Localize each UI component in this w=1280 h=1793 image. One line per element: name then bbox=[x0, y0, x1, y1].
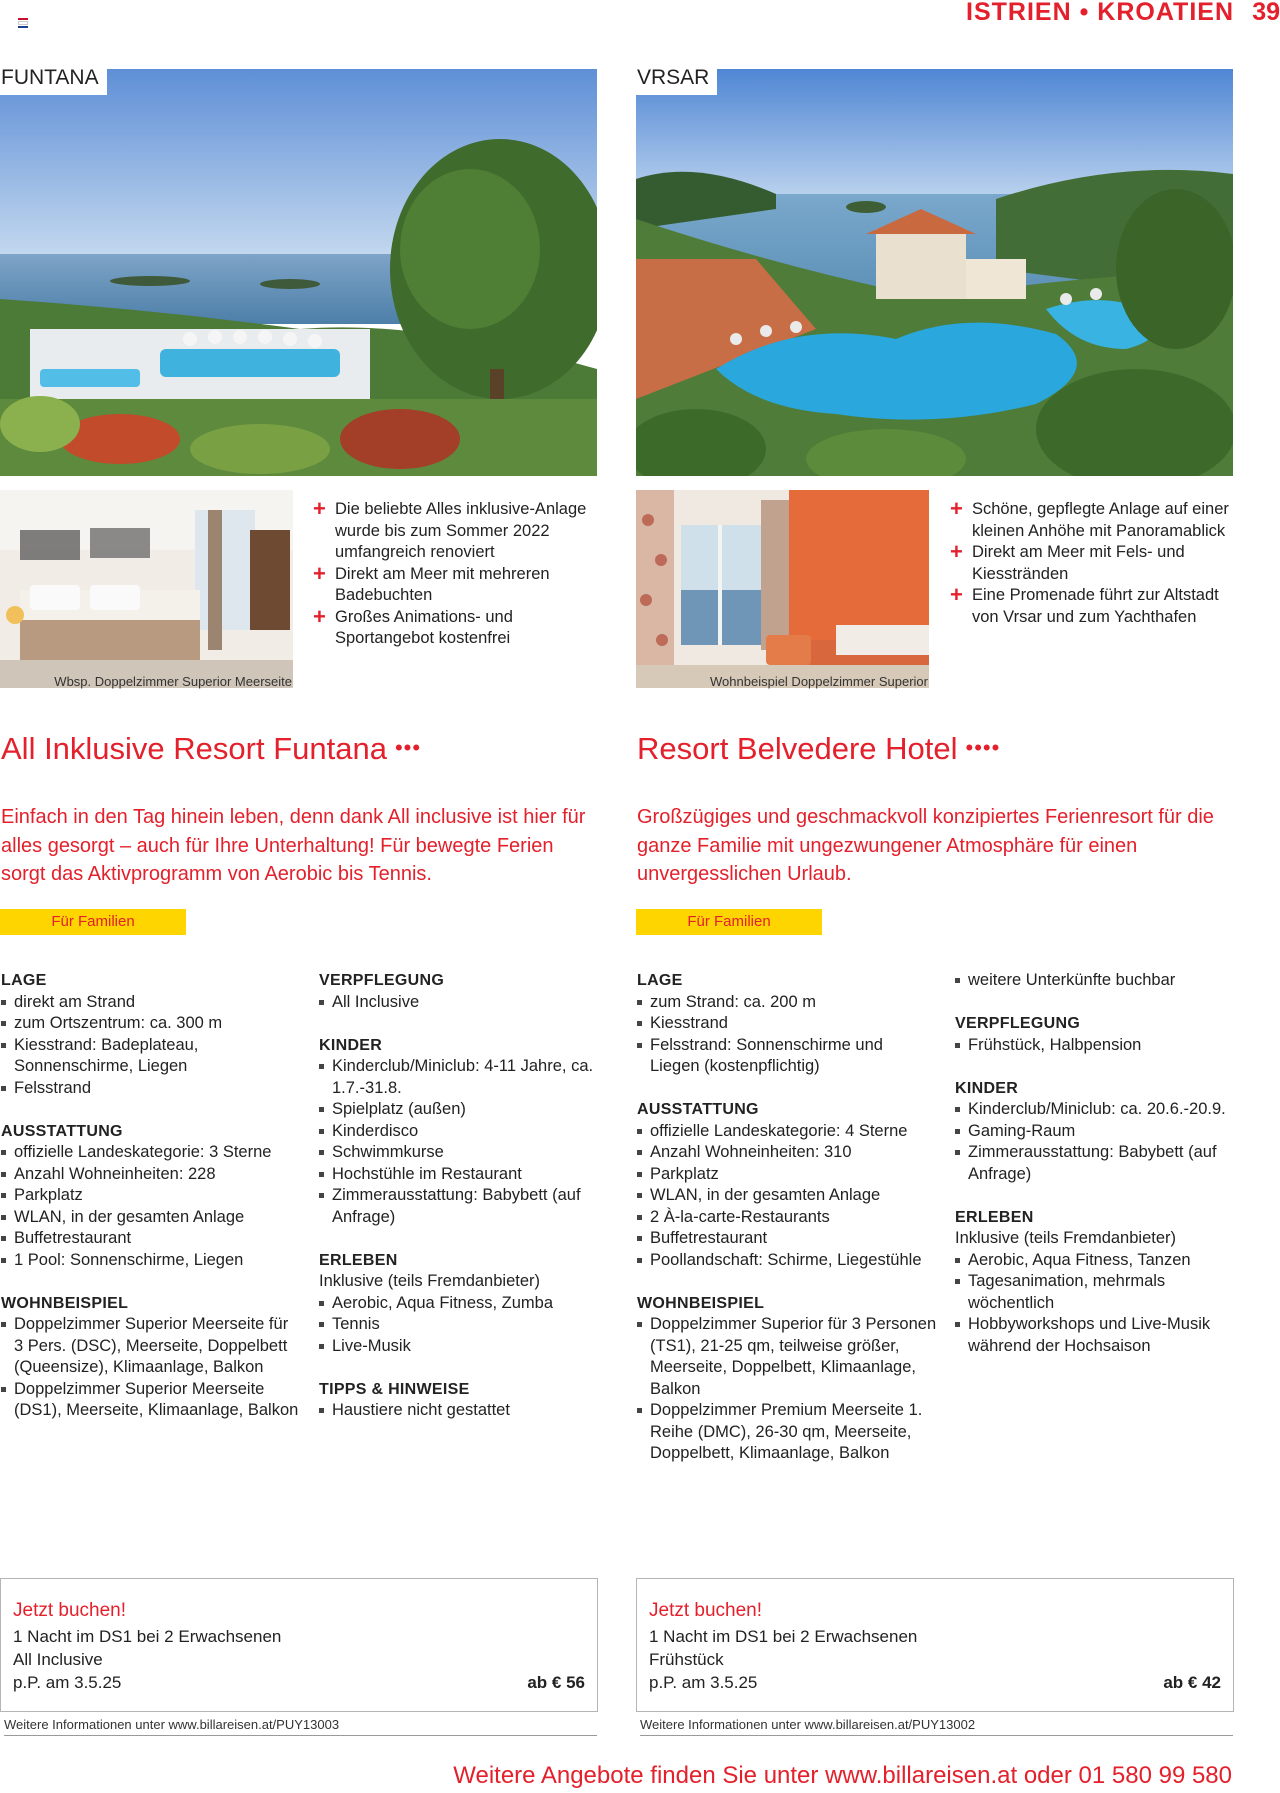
place-label: VRSAR bbox=[636, 63, 717, 95]
feature-item: + Schöne, gepflegte Anlage auf einer kleinen Anhöhe mit Panoramablick bbox=[950, 496, 1229, 540]
list-item: Kinderclub/Miniclub: ca. 20.6.-20.9. bbox=[955, 1099, 1245, 1121]
list-item: Spielplatz (außen) bbox=[319, 1099, 609, 1121]
plus-icon: + bbox=[313, 560, 326, 586]
room-photo bbox=[636, 490, 929, 688]
booking-price: ab € 56 bbox=[527, 1673, 585, 1692]
section-heading: AUSSTATTUNG bbox=[1, 1122, 123, 1140]
section-intro: Inklusive (teils Fremdanbieter) bbox=[955, 1229, 1176, 1247]
feature-item: + Direkt am Meer mit Fels- und Kiesstränden bbox=[950, 539, 1185, 583]
list-item: Tennis bbox=[319, 1314, 609, 1336]
list-item: Poollandschaft: Schirme, Liegestühle bbox=[637, 1250, 937, 1272]
list-item: Zimmerausstattung: Babybett (auf Anfrage) bbox=[319, 1185, 609, 1228]
list-item: Buffetrestaurant bbox=[637, 1228, 937, 1250]
flag-icon bbox=[18, 18, 28, 25]
booking-line: p.P. am 3.5.25 bbox=[13, 1673, 122, 1692]
info-link[interactable]: Weitere Informationen unter www.billareisen.at/PUY13002 bbox=[640, 1717, 1233, 1736]
section-intro: Inklusive (teils Fremdanbieter) bbox=[319, 1272, 540, 1290]
list-item: WLAN, in der gesamten Anlage bbox=[637, 1185, 937, 1207]
list-item: zum Strand: ca. 200 m bbox=[637, 992, 937, 1014]
list-item: offizielle Landeskategorie: 4 Sterne bbox=[637, 1121, 937, 1143]
plus-icon: + bbox=[950, 582, 963, 607]
list-item: offizielle Landeskategorie: 3 Sterne bbox=[1, 1142, 301, 1164]
feature-list bbox=[950, 496, 1240, 628]
list-item: Zimmerausstattung: Babybett (auf Anfrage) bbox=[955, 1142, 1245, 1185]
list-item: Hochstühle im Restaurant bbox=[319, 1164, 609, 1186]
footer-contact[interactable]: Weitere Angebote finden Sie unter www.billareisen.at oder 01 580 99 580 bbox=[453, 1762, 1232, 1789]
section-heading: KINDER bbox=[955, 1079, 1019, 1097]
list-item: Parkplatz bbox=[1, 1185, 301, 1207]
list-item: Buffetrestaurant bbox=[1, 1228, 301, 1250]
list-item: WLAN, in der gesamten Anlage bbox=[1, 1207, 301, 1229]
list-item: Frühstück, Halbpension bbox=[955, 1035, 1245, 1057]
details-column bbox=[955, 970, 1245, 1379]
page-number: 39 bbox=[1252, 0, 1280, 26]
list-item: Gaming-Raum bbox=[955, 1121, 1245, 1143]
booking-box[interactable] bbox=[0, 1578, 598, 1712]
section-heading: VERPFLEGUNG bbox=[319, 972, 445, 989]
hotel-title: Resort Belvedere Hotel •••• bbox=[637, 731, 1001, 766]
list-item: Anzahl Wohneinheiten: 310 bbox=[637, 1142, 937, 1164]
section-heading: WOHNBEISPIEL bbox=[1, 1294, 129, 1312]
section-heading: WOHNBEISPIEL bbox=[637, 1294, 765, 1312]
list-item: Schwimmkurse bbox=[319, 1142, 609, 1164]
booking-line: p.P. am 3.5.25 bbox=[649, 1673, 758, 1692]
room-photo bbox=[0, 490, 293, 688]
list-item: Anzahl Wohneinheiten: 228 bbox=[1, 1164, 301, 1186]
plus-icon: + bbox=[950, 539, 963, 564]
booking-cta[interactable]: Jetzt buchen! bbox=[13, 1600, 127, 1621]
list-item: weitere Unterkünfte buchbar bbox=[955, 970, 1245, 992]
info-link[interactable]: Weitere Informationen unter www.billareisen.at/PUY13003 bbox=[4, 1717, 597, 1736]
list-item: Kinderdisco bbox=[319, 1121, 609, 1143]
list-item: Kiesstrand bbox=[637, 1013, 937, 1035]
hotel-main-photo bbox=[636, 69, 1233, 476]
list-item: Aerobic, Aqua Fitness, Tanzen bbox=[955, 1250, 1245, 1272]
plus-icon: + bbox=[313, 496, 326, 521]
section-heading: VERPFLEGUNG bbox=[955, 1015, 1081, 1032]
booking-cta[interactable]: Jetzt buchen! bbox=[649, 1600, 763, 1621]
list-item: Aerobic, Aqua Fitness, Zumba bbox=[319, 1293, 609, 1315]
feature-item: + Die beliebte Alles inklusive-Anlage wurde bis zum Sommer 2022 umfangreich renoviert bbox=[313, 496, 587, 561]
photo-caption: Wbsp. Doppelzimmer Superior Meerseite bbox=[54, 674, 292, 689]
list-item: 2 À-la-carte-Restaurants bbox=[637, 1207, 937, 1229]
hotel-intro: Großzügiges und geschmackvoll konzipiertes Ferienresort für die ganze Familie mit ungezwungener Atmosphäre für einen unvergesslichen Urlaub. bbox=[637, 806, 1214, 885]
hotel-intro: Einfach in den Tag hinein leben, denn dank All inclusive ist hier für alles gesorgt – auch für Ihre Unterhaltung! Für bewegte Ferien sorgt das Aktivprogramm von Aerobic bis Tennis. bbox=[1, 806, 586, 885]
list-item: Doppelzimmer Superior für 3 Personen (TS1), 21-25 qm, teilweise größer, Meerseite, Doppelbett, Klimaanlage, Balkon bbox=[637, 1314, 937, 1400]
section-heading: AUSSTATTUNG bbox=[637, 1101, 759, 1118]
hotel-main-photo bbox=[0, 69, 597, 476]
stars-rating: •••• bbox=[965, 735, 1001, 760]
details-column bbox=[637, 970, 937, 1486]
list-item: Doppelzimmer Premium Meerseite 1. Reihe (DMC), 26-30 qm, Meerseite, Doppelbett, Klimaanlage, Balkon bbox=[637, 1400, 937, 1465]
booking-box[interactable] bbox=[636, 1578, 1234, 1712]
details-column bbox=[1, 970, 301, 1443]
section-heading: TIPPS & HINWEISE bbox=[319, 1380, 470, 1398]
booking-line: 1 Nacht im DS1 bei 2 Erwachsenen bbox=[649, 1627, 918, 1646]
section-heading: ERLEBEN bbox=[955, 1208, 1034, 1226]
list-item: Kiesstrand: Badeplateau, Sonnenschirme, Liegen bbox=[1, 1035, 301, 1078]
booking-line: Frühstück bbox=[649, 1650, 724, 1669]
list-item: Felsstrand bbox=[1, 1078, 301, 1100]
list-item: Felsstrand: Sonnenschirme und Liegen (kostenpflichtig) bbox=[637, 1035, 937, 1078]
section-heading: LAGE bbox=[1, 972, 47, 989]
booking-line: All Inclusive bbox=[13, 1650, 103, 1669]
booking-line: 1 Nacht im DS1 bei 2 Erwachsenen bbox=[13, 1627, 282, 1646]
list-item: Parkplatz bbox=[637, 1164, 937, 1186]
header-region: ISTRIEN • KROATIEN bbox=[966, 0, 1234, 26]
section-heading: LAGE bbox=[637, 972, 683, 989]
details-column bbox=[319, 970, 609, 1443]
photo-caption: Wohnbeispiel Doppelzimmer Superior bbox=[710, 674, 928, 689]
list-item: Haustiere nicht gestattet bbox=[319, 1400, 609, 1422]
list-item: All Inclusive bbox=[319, 992, 609, 1014]
list-item: Hobbyworkshops und Live-Musik während der Hochsaison bbox=[955, 1314, 1245, 1357]
feature-list bbox=[313, 496, 603, 650]
list-item: direkt am Strand bbox=[1, 992, 301, 1014]
list-item: Doppelzimmer Superior Meerseite (DS1), Meerseite, Klimaanlage, Balkon bbox=[1, 1379, 301, 1422]
list-item: Tagesanimation, mehrmals wöchentlich bbox=[955, 1271, 1245, 1314]
plus-icon: + bbox=[950, 496, 963, 521]
family-badge: Für Familien bbox=[636, 909, 822, 935]
list-item: 1 Pool: Sonnenschirme, Liegen bbox=[1, 1250, 301, 1272]
place-label: FUNTANA bbox=[0, 63, 107, 95]
feature-item: + Direkt am Meer mit mehreren Badebuchten bbox=[313, 560, 550, 604]
feature-item: + Großes Animations- und Sportangebot kostenfrei bbox=[313, 603, 513, 647]
family-badge: Für Familien bbox=[0, 909, 186, 935]
section-heading: ERLEBEN bbox=[319, 1251, 398, 1269]
feature-item: + Eine Promenade führt zur Altstadt von Vrsar und zum Yachthafen bbox=[950, 582, 1219, 626]
list-item: Live-Musik bbox=[319, 1336, 609, 1358]
list-item: Kinderclub/Miniclub: 4-11 Jahre, ca. 1.7.-31.8. bbox=[319, 1056, 609, 1099]
booking-price: ab € 42 bbox=[1163, 1673, 1221, 1692]
plus-icon: + bbox=[313, 603, 326, 629]
section-heading: KINDER bbox=[319, 1036, 383, 1054]
list-item: zum Ortszentrum: ca. 300 m bbox=[1, 1013, 301, 1035]
hotel-title: All Inklusive Resort Funtana ••• bbox=[1, 731, 422, 766]
list-item: Doppelzimmer Superior Meerseite für 3 Pers. (DSC), Meerseite, Doppelbett (Queensize), Klimaanlage, Balkon bbox=[1, 1314, 301, 1379]
stars-rating: ••• bbox=[394, 735, 422, 760]
